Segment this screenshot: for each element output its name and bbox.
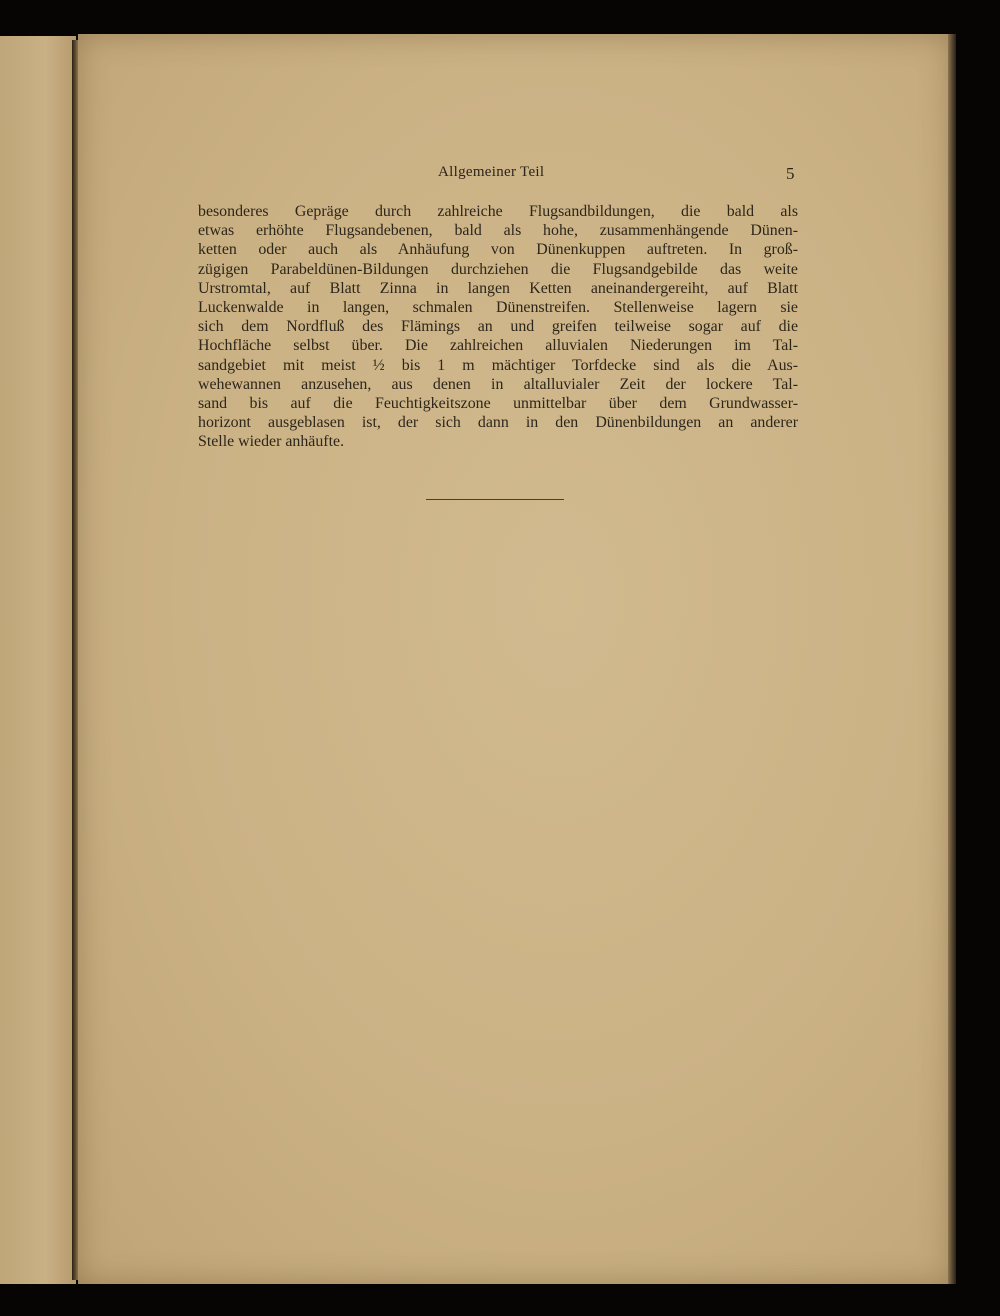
book-page (78, 34, 951, 1284)
text-line: Hochfläche selbst über. Die zahlreichen alluvialen Niederungen im Tal- (198, 337, 798, 355)
text-line: Urstromtal, auf Blatt Zinna in langen Ketten aneinandergereiht, auf Blatt (198, 279, 798, 297)
body-paragraph (198, 202, 798, 452)
section-end-rule (426, 499, 564, 500)
text-line: horizont ausgeblasen ist, der sich dann in den Dünenbildungen an anderer (198, 414, 798, 432)
page-right-edge (948, 34, 956, 1284)
text-line: wehewannen anzusehen, aus denen in altalluvialer Zeit der lockere Tal- (198, 375, 798, 393)
text-line: sandgebiet mit meist ½ bis 1 m mächtiger Torfdecke sind als die Aus- (198, 356, 798, 374)
running-title: Allgemeiner Teil (438, 164, 545, 180)
text-line: sich dem Nordfluß des Flämings an und greifen teilweise sogar auf die (198, 318, 798, 336)
page-number: 5 (786, 164, 795, 183)
text-line: besonderes Gepräge durch zahlreiche Flugsandbildungen, die bald als (198, 203, 798, 220)
text-line: ketten oder auch als Anhäufung von Dünenkuppen auftreten. In groß- (198, 241, 798, 259)
text-line: Luckenwalde in langen, schmalen Dünenstreifen. Stellenweise lagern sie (198, 299, 798, 317)
text-line: sand bis auf die Feuchtigkeitszone unmittelbar über dem Grundwasser- (198, 395, 798, 413)
text-line: etwas erhöhte Flugsandebenen, bald als hohe, zusammenhängende Dünen- (198, 222, 798, 240)
text-line: zügigen Parabeldünen-Bildungen durchziehen die Flugsandgebilde das weite (198, 260, 798, 278)
left-page-edge (0, 36, 76, 1284)
text-line: Stelle wieder anhäufte. (198, 433, 345, 451)
